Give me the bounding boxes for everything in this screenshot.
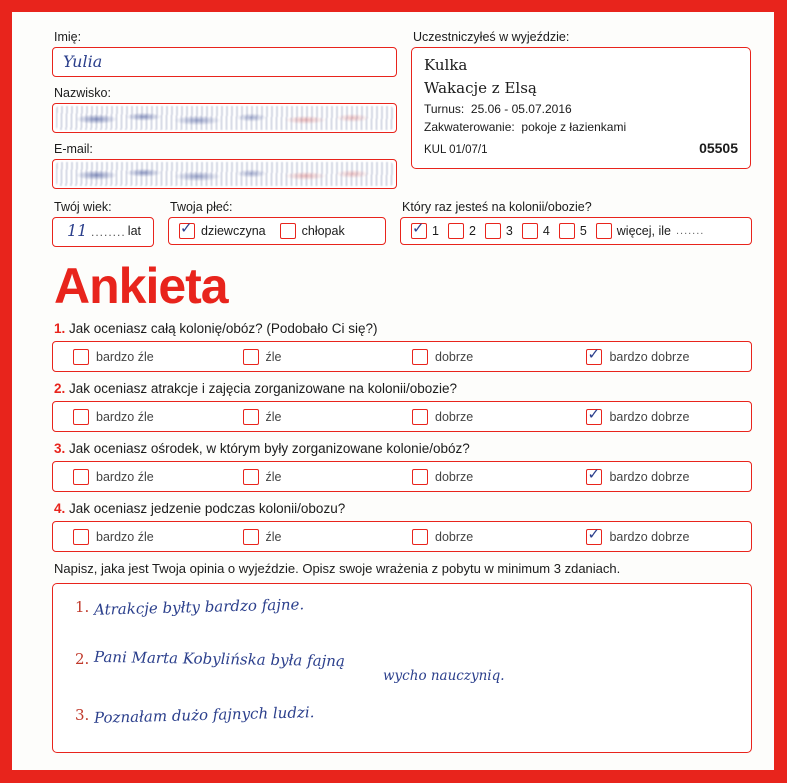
email-redacted-handwriting (56, 162, 393, 186)
question-4-text (54, 501, 752, 516)
sex-option-girl-label: dziewczyna (201, 224, 266, 238)
q3-option-good[interactable] (412, 469, 586, 485)
camp-code: KUL 01/07/1 (424, 144, 488, 156)
sex-label: Twoja płeć: (170, 200, 233, 214)
camp-number: 05505 (699, 140, 738, 156)
q3-option-bad[interactable] (243, 469, 413, 485)
question-1-label: Jak oceniasz całą kolonię/obóz? (Podobało Ci się?) (69, 321, 378, 336)
q1-option-very-good[interactable] (586, 349, 751, 365)
q2-option-very-bad[interactable] (53, 409, 243, 425)
email-label: E-mail: (54, 142, 93, 156)
sex-option-boy-label: chłopak (301, 224, 345, 238)
which-time-option-more-label: więcej, ile (616, 224, 671, 238)
age-input[interactable] (52, 217, 154, 247)
sex-group (168, 200, 386, 247)
which-time-label: Który raz jesteś na kolonii/obozie? (402, 200, 592, 214)
question-1-number: 1. (54, 321, 66, 336)
camp-turnus (424, 102, 738, 116)
q2-option-bad[interactable] (243, 409, 413, 425)
camp-details-column (411, 30, 751, 198)
question-4-label: Jak oceniasz jedzenie podczas kolonii/obozu? (69, 501, 346, 516)
q3-option-good-label: dobrze (435, 469, 474, 484)
q4-option-bad[interactable] (243, 529, 413, 545)
q1-option-good[interactable] (412, 349, 586, 365)
checkbox-icon[interactable] (243, 529, 259, 545)
which-time-options (400, 217, 752, 245)
q4-option-very-good-label: bardzo dobrze (609, 529, 690, 544)
opinion-line-2-number: 2. (75, 650, 90, 668)
q2-option-good[interactable] (412, 409, 586, 425)
q3-option-very-good-label: bardzo dobrze (609, 469, 690, 484)
q2-option-very-good[interactable] (586, 409, 751, 425)
opinion-line-2 (75, 647, 346, 671)
email-input[interactable] (52, 159, 397, 189)
sex-option-girl[interactable] (179, 223, 266, 239)
checkbox-checked-icon[interactable] (586, 529, 602, 545)
opinion-line-3 (75, 703, 315, 727)
question-2-label: Jak oceniasz atrakcje i zajęcia zorganizowane na kolonii/obozie? (69, 381, 458, 396)
question-1-options (52, 341, 752, 372)
opinion-prompt: Napisz, jaka jest Twoja opinia o wyjeździe. Opisz swoje wrażenia z pobytu w minimum 3 zdaniach. (54, 561, 621, 576)
checkbox-icon[interactable] (485, 223, 501, 239)
q4-option-good-label: dobrze (435, 529, 474, 544)
checkbox-icon[interactable] (522, 223, 538, 239)
question-3-number: 3. (54, 441, 66, 456)
which-time-option-4[interactable] (522, 223, 550, 239)
question-2-number: 2. (54, 381, 66, 396)
q2-option-good-label: dobrze (435, 409, 474, 424)
which-time-option-3[interactable] (485, 223, 513, 239)
camp-accommodation (424, 120, 738, 134)
q2-option-bad-label: źle (265, 409, 282, 424)
form-content (52, 30, 752, 753)
q1-option-good-label: dobrze (435, 349, 474, 364)
checkbox-icon[interactable] (243, 349, 259, 365)
last-name-label: Nazwisko: (54, 86, 111, 100)
checkbox-checked-icon[interactable] (586, 349, 602, 365)
opinion-line-1-number: 1. (75, 598, 90, 616)
q4-option-good[interactable] (412, 529, 586, 545)
checkbox-icon[interactable] (596, 223, 612, 239)
q4-option-bad-label: źle (265, 529, 282, 544)
camp-info-box (411, 47, 751, 169)
which-time-option-5[interactable] (559, 223, 587, 239)
age-sex-times-row (52, 200, 752, 247)
opinion-line-1 (75, 595, 305, 619)
camp-organizer: Kulka (424, 56, 468, 74)
camp-turnus-label: Turnus: (424, 102, 465, 116)
opinion-textarea[interactable] (52, 583, 752, 753)
question-1-text (54, 321, 752, 336)
camp-accommodation-label: Zakwaterowanie: (424, 120, 515, 134)
which-time-group (400, 200, 752, 247)
first-name-value: Yulia (63, 52, 103, 71)
question-4-number: 4. (54, 501, 66, 516)
checkbox-icon[interactable] (412, 529, 428, 545)
q4-option-very-bad[interactable] (53, 529, 243, 545)
opinion-line-3-number: 3. (75, 706, 90, 724)
checkbox-icon[interactable] (412, 349, 428, 365)
checkbox-icon[interactable] (559, 223, 575, 239)
page-title: Ankieta (54, 258, 228, 314)
checkbox-icon[interactable] (73, 349, 89, 365)
checkbox-checked-icon[interactable] (586, 409, 602, 425)
opinion-line-2-text: Pani Marta Kobylińska była fajną (93, 647, 346, 671)
checkbox-checked-icon[interactable] (179, 223, 195, 239)
checkbox-icon[interactable] (73, 529, 89, 545)
camp-code-row (424, 140, 738, 156)
which-time-option-2-label: 2 (468, 224, 476, 238)
sex-option-boy[interactable] (280, 223, 345, 239)
which-time-option-5-label: 5 (579, 224, 587, 238)
opinion-extra-note: wycho nauczyniq. (383, 668, 505, 684)
camp-name: Wakacje z Elsą (424, 79, 537, 97)
q2-option-very-bad-label: bardzo źle (96, 409, 154, 424)
question-3-text (54, 441, 752, 456)
which-time-more-dots: ....... (675, 225, 705, 237)
question-2-text (54, 381, 752, 396)
opinion-line-1-text: Atrakcje byłty bardzo fajne. (93, 595, 305, 619)
last-name-input[interactable] (52, 103, 397, 133)
q2-option-very-good-label: bardzo dobrze (609, 409, 690, 424)
checkbox-icon[interactable] (243, 469, 259, 485)
checkbox-icon[interactable] (73, 469, 89, 485)
age-dots: ........ (91, 225, 126, 239)
checkbox-icon[interactable] (243, 409, 259, 425)
which-time-option-4-label: 4 (542, 224, 550, 238)
checkbox-icon[interactable] (73, 409, 89, 425)
question-4-options (52, 521, 752, 552)
top-section (52, 30, 752, 198)
checkbox-icon[interactable] (412, 469, 428, 485)
checkbox-icon[interactable] (280, 223, 296, 239)
age-value: 11 (67, 221, 88, 240)
camp-turnus-value: 25.06 - 05.07.2016 (470, 102, 572, 116)
checkbox-icon[interactable] (448, 223, 464, 239)
q4-option-very-bad-label: bardzo źle (96, 529, 154, 544)
question-3-label: Jak oceniasz ośrodek, w którym były zorganizowane kolonie/obóz? (69, 441, 470, 456)
q4-option-very-good[interactable] (586, 529, 751, 545)
participated-label: Uczestniczyłeś w wyjeździe: (413, 30, 570, 44)
which-time-option-2[interactable] (448, 223, 476, 239)
q1-option-very-bad-label: bardzo źle (96, 349, 154, 364)
age-label: Twój wiek: (54, 200, 112, 214)
camp-accommodation-value: pokoje z łazienkami (521, 120, 627, 134)
q3-option-very-bad[interactable] (53, 469, 243, 485)
last-name-redacted-handwriting (56, 106, 393, 130)
q1-option-very-bad[interactable] (53, 349, 243, 365)
q3-option-bad-label: źle (265, 469, 282, 484)
q1-option-bad[interactable] (243, 349, 413, 365)
q1-option-very-good-label: bardzo dobrze (609, 349, 690, 364)
which-time-option-1-label: 1 (432, 224, 439, 238)
age-unit-label: lat (127, 224, 141, 238)
sex-options (168, 217, 386, 245)
which-time-option-more[interactable] (596, 223, 705, 239)
which-time-option-3-label: 3 (505, 224, 513, 238)
q3-option-very-bad-label: bardzo źle (96, 469, 154, 484)
first-name-label: Imię: (54, 30, 82, 44)
question-2-options (52, 401, 752, 432)
q3-option-very-good[interactable] (586, 469, 751, 485)
opinion-line-3-text: Poznałam dużo fajnych ludzi. (93, 703, 315, 727)
survey-form-page (12, 12, 774, 770)
q1-option-bad-label: źle (265, 349, 282, 364)
personal-details-column (52, 30, 397, 198)
age-group (52, 200, 154, 247)
first-name-input[interactable] (52, 47, 397, 77)
checkbox-checked-icon[interactable] (411, 223, 427, 239)
checkbox-checked-icon[interactable] (586, 469, 602, 485)
checkbox-icon[interactable] (412, 409, 428, 425)
which-time-option-1[interactable] (411, 223, 439, 239)
question-3-options (52, 461, 752, 492)
